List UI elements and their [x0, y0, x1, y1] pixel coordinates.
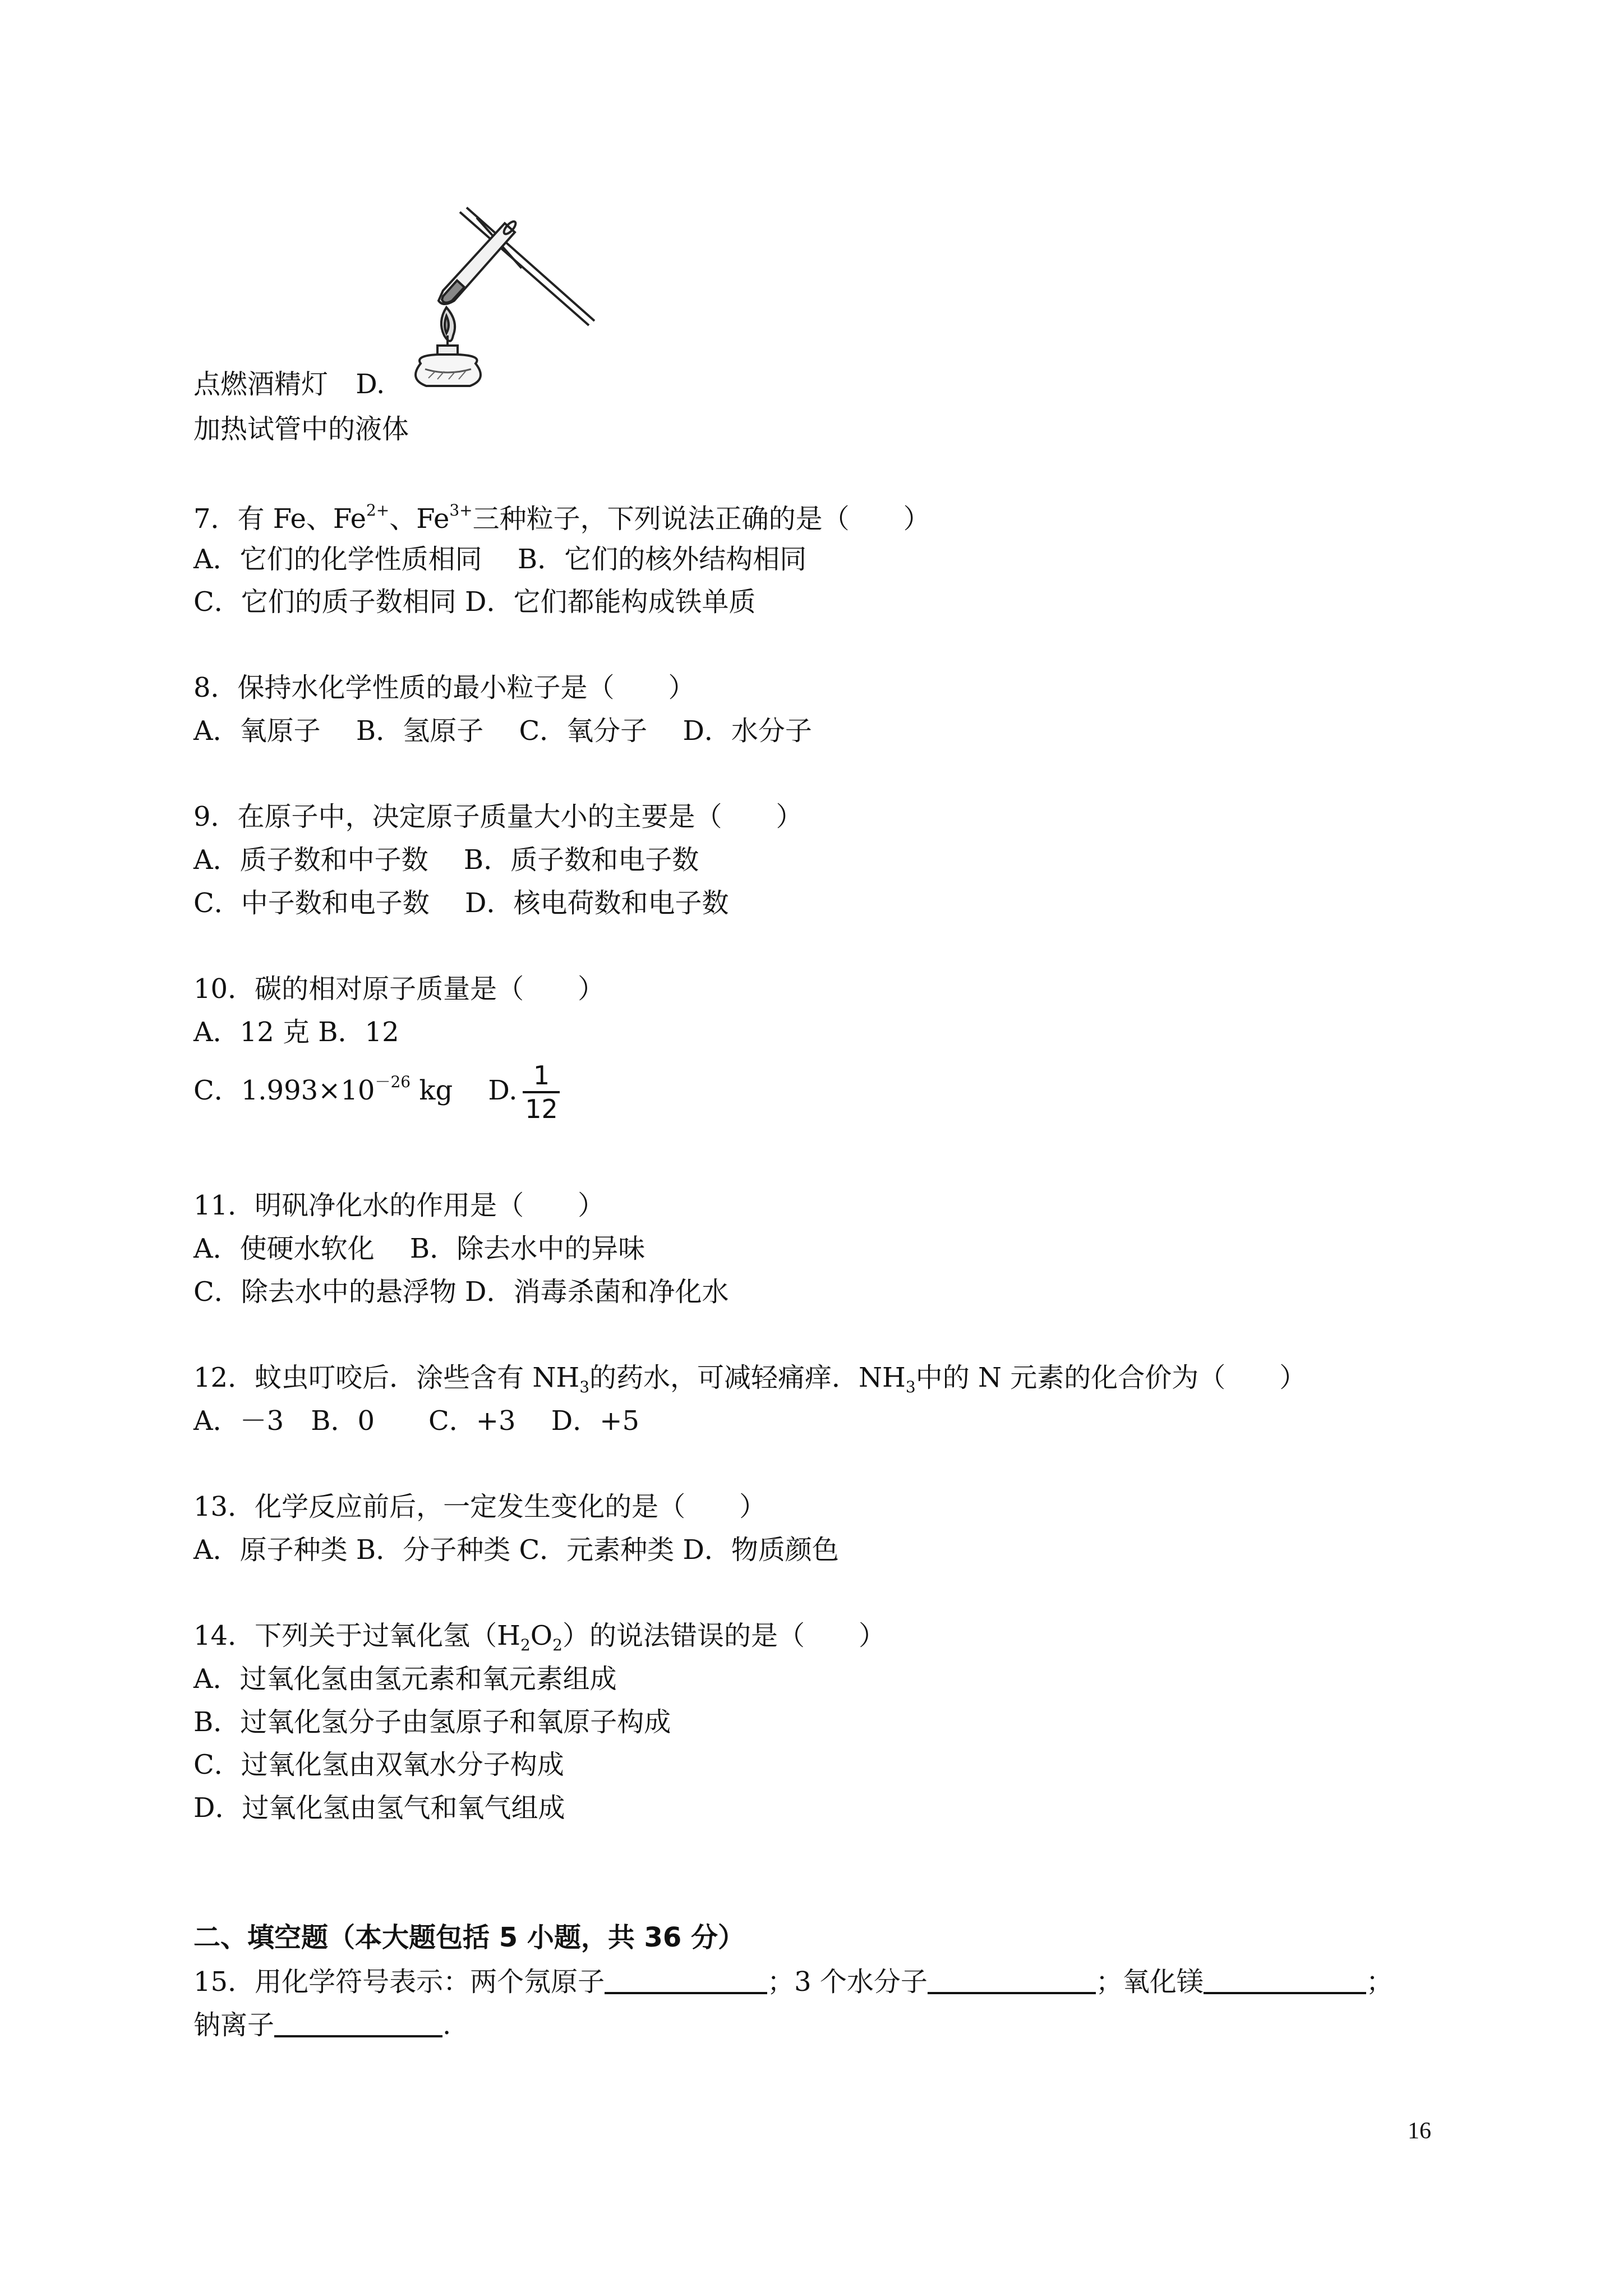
q8-stem: 8．保持水化学性质的最小粒子是（ ） — [193, 672, 695, 703]
q6-option-c-text: 点燃酒精灯 — [193, 369, 329, 400]
q10-options-ab: A．12 克 B．12 — [193, 1016, 399, 1048]
q10-fraction: $\frac{1}{12}$ — [523, 1062, 560, 1123]
q10-stem: 10．碳的相对原子质量是（ ） — [193, 973, 605, 1005]
q6-option-c-d-line — [193, 371, 385, 398]
q14-option-b: B．过氧化氢分子由氢原子和氧原子构成 — [193, 1706, 671, 1738]
page-number: 16 — [1408, 2118, 1431, 2144]
q7-options-cd: C．它们的质子数相同 D．它们都能构成铁单质 — [193, 586, 756, 618]
q7-options-ab: A．它们的化学性质相同 B．它们的核外结构相同 — [193, 544, 807, 575]
q14-option-a: A．过氧化氢由氢元素和氧元素组成 — [193, 1663, 617, 1695]
section-heading: 二、填空题（本大题包括 5 小题，共 36 分） — [193, 1922, 745, 1953]
q15-blank-2[interactable] — [928, 1967, 1096, 1994]
test-tube-heating-icon — [404, 201, 600, 392]
q10-options-cd: C．$1.993\times 10^{-26}$ kg D. $\frac{1}{12}$ — [193, 1062, 560, 1123]
q13-options: A．原子种类 B．分子种类 C．元素种类 D．物质颜色 — [193, 1534, 839, 1566]
q6-option-d-label: D. — [356, 369, 385, 400]
q15-stem: 15．用化学符号表示：两个氖原子 ；3 个水分子 ；氧化镁 ； — [193, 1966, 1393, 1998]
q9-options-ab: A．质子数和中子数 B．质子数和电子数 — [193, 844, 699, 876]
q11-options-cd: C．除去水中的悬浮物 D．消毒杀菌和净化水 — [193, 1276, 729, 1308]
q14-option-c: C．过氧化氢由双氧水分子构成 — [193, 1749, 564, 1780]
q13-stem: 13．化学反应前后，一定发生变化的是（ ） — [193, 1491, 767, 1522]
q14-option-d: D．过氧化氢由氢气和氧气组成 — [193, 1792, 565, 1824]
q11-stem: 11．明矾净化水的作用是（ ） — [193, 1190, 605, 1221]
q12-stem: 12．蚊虫叮咬后．涂些含有 $NH_3$的药水，可减轻痛痒．$NH_3$中的 N 元素的化合价为（ ） — [193, 1362, 1307, 1396]
q7-stem: 7．有 Fe、$Fe^{2+}$、$Fe^{3+}$三种粒子，下列说法正确的是（ ） — [193, 501, 930, 535]
q12-options: A．－3 B．0 C．+3 D．+5 — [193, 1405, 640, 1437]
q9-stem: 9．在原子中，决定原子质量大小的主要是（ ） — [193, 801, 803, 832]
q8-options: A．氧原子 B．氢原子 C．氧分子 D．水分子 — [193, 715, 812, 747]
q15-line2: 钠离子 . — [193, 2009, 451, 2041]
q15-blank-4[interactable] — [274, 2010, 442, 2037]
q15-blank-1[interactable] — [605, 1967, 767, 1994]
q9-options-cd: C．中子数和电子数 D．核电荷数和电子数 — [193, 887, 729, 919]
q15-blank-3[interactable] — [1204, 1967, 1366, 1994]
q14-stem: 14．下列关于过氧化氢$(H_2O_2)$的说法错误的是（ ） — [193, 1620, 886, 1654]
q6-option-d-text: 加热试管中的液体 — [193, 413, 409, 445]
q11-options-ab: A．使硬水软化 B．除去水中的异味 — [193, 1233, 645, 1264]
